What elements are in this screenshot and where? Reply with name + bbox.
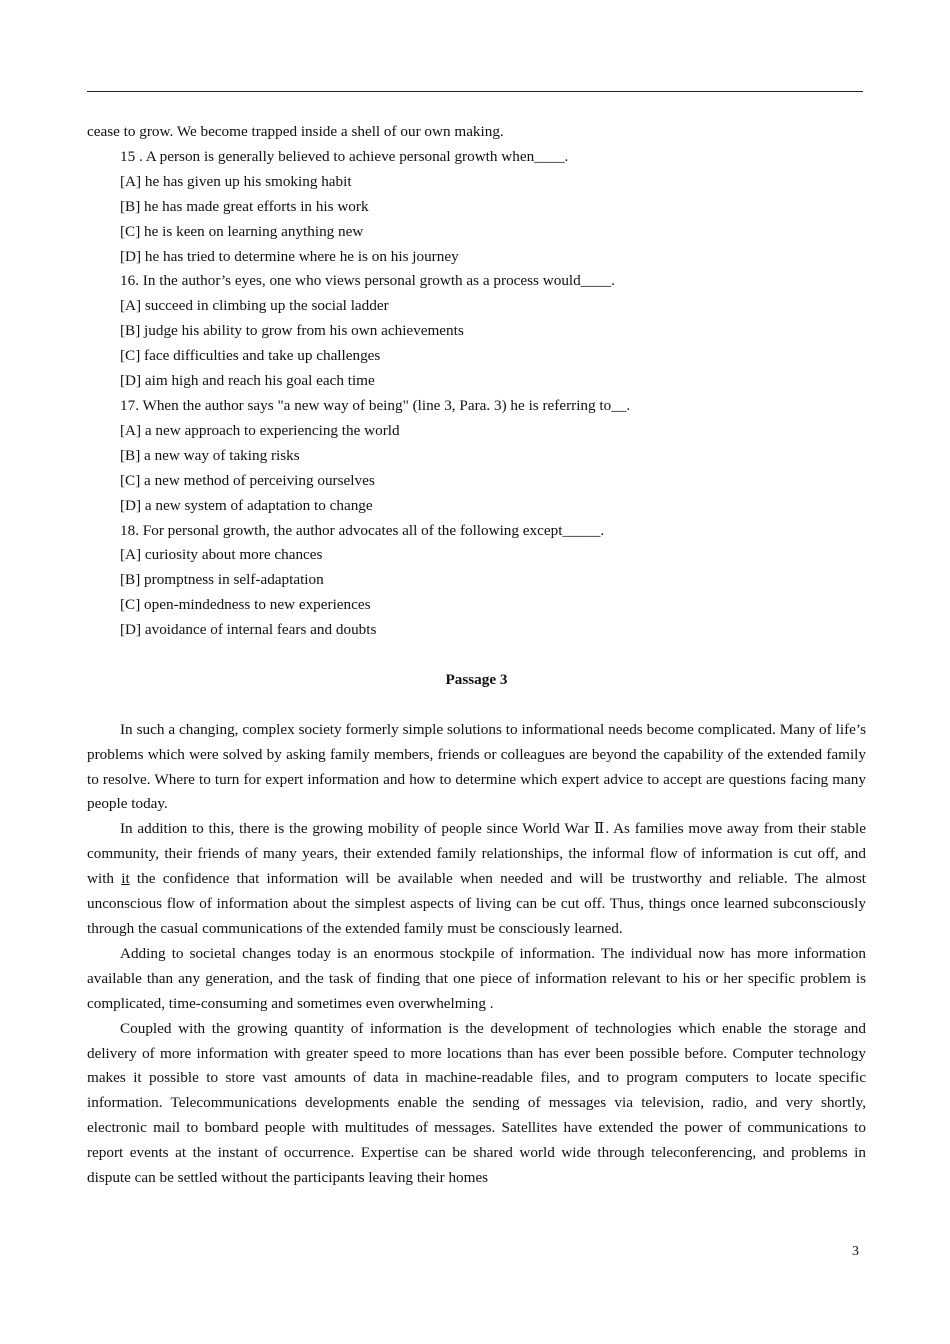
paragraph-2-part-2: the confidence that information will be available when needed and will be trustworthy and reliable. The almost unconscious flow of information about the simplest aspects of living can be cut off. Thus, things once learned subconsciously through the casual communications of the extended family must be consciously learned.: [87, 870, 866, 937]
option-b: [B] promptness in self-adaptation: [120, 571, 324, 589]
option-d: [D] avoidance of internal fears and doubts: [120, 621, 377, 639]
question-18: [87, 519, 866, 644]
page-number: 3: [852, 1244, 859, 1259]
option-d: [D] aim high and reach his goal each time: [120, 372, 375, 390]
option-d: [D] a new system of adaptation to change: [120, 496, 373, 514]
option-c: [C] he is keen on learning anything new: [120, 222, 364, 240]
option-a: [A] succeed in climbing up the social ladder: [120, 297, 389, 315]
option-c: [C] open-mindedness to new experiences: [120, 596, 371, 614]
option-a: [A] he has given up his smoking habit: [120, 172, 352, 190]
question-15: [87, 145, 866, 270]
question-16: [87, 269, 866, 394]
paragraph-3: Adding to societal changes today is an enormous stockpile of information. The individual now has more information available than any generation, and the task of finding that one piece of information relevant to his or her specific problem is complicated, time-consuming and sometimes even overwhelming .: [87, 944, 866, 1012]
option-c: [C] face difficulties and take up challenges: [120, 347, 381, 365]
paragraph-2: [87, 817, 866, 942]
page-content: [87, 120, 866, 1191]
paragraph-4: Coupled with the growing quantity of information is the development of technologies which enable the storage and delivery of more information with greater speed to more locations than has ever been possible before. Computer technology makes it possible to store vast amounts of data in machine-readable files, and to program computers to locate specific information. Telecommunications developments enable the sending of messages via television, radio, and very shortly, electronic mail to bombard people with multitudes of messages. Satellites have extended the power of communications to report events at the instant of occurrence. Expertise can be shared world wide through teleconferencing, and problems in dispute can be settled without the participants leaving their homes: [87, 1019, 866, 1187]
paragraph-2-part-1: In addition to this, there is the growing mobility of people since World War Ⅱ. As families move away from their stable community, their friends of many years, their extended family relationships, the informal flow of information is cut off, and with: [87, 820, 866, 888]
option-c: [C] a new method of perceiving ourselves: [120, 471, 375, 489]
question-17: [87, 394, 866, 519]
option-d: [D] he has tried to determine where he is on his journey: [120, 247, 459, 265]
option-a: [A] curiosity about more chances: [120, 546, 323, 564]
underlined-word: it: [121, 870, 130, 888]
question-stem: 17. When the author says "a new way of being" (line 3, Para. 3) he is referring to__.: [120, 396, 631, 414]
option-b: [B] a new way of taking risks: [120, 446, 300, 464]
question-stem: 18. For personal growth, the author advocates all of the following except_____.: [120, 521, 605, 539]
option-a: [A] a new approach to experiencing the world: [120, 421, 400, 439]
option-b: [B] he has made great efforts in his work: [120, 197, 369, 215]
question-stem: 16. In the author’s eyes, one who views personal growth as a process would____.: [120, 272, 615, 290]
passage-body: [87, 718, 866, 1191]
header-rule: [87, 91, 863, 92]
passage-title: Passage 3: [445, 670, 508, 688]
option-b: [B] judge his ability to grow from his own achievements: [120, 322, 464, 340]
question-stem: 15 . A person is generally believed to achieve personal growth when____.: [120, 147, 569, 165]
paragraph-1: In such a changing, complex society formerly simple solutions to informational needs become complicated. Many of life’s problems which were solved by asking family members, friends or colleagues are beyond the capability of the extended family to resolve. Where to turn for expert information and how to determine which expert advice to accept are questions facing many people today.: [87, 720, 866, 813]
continuation-line: cease to grow. We become trapped inside a shell of our own making.: [87, 123, 504, 140]
